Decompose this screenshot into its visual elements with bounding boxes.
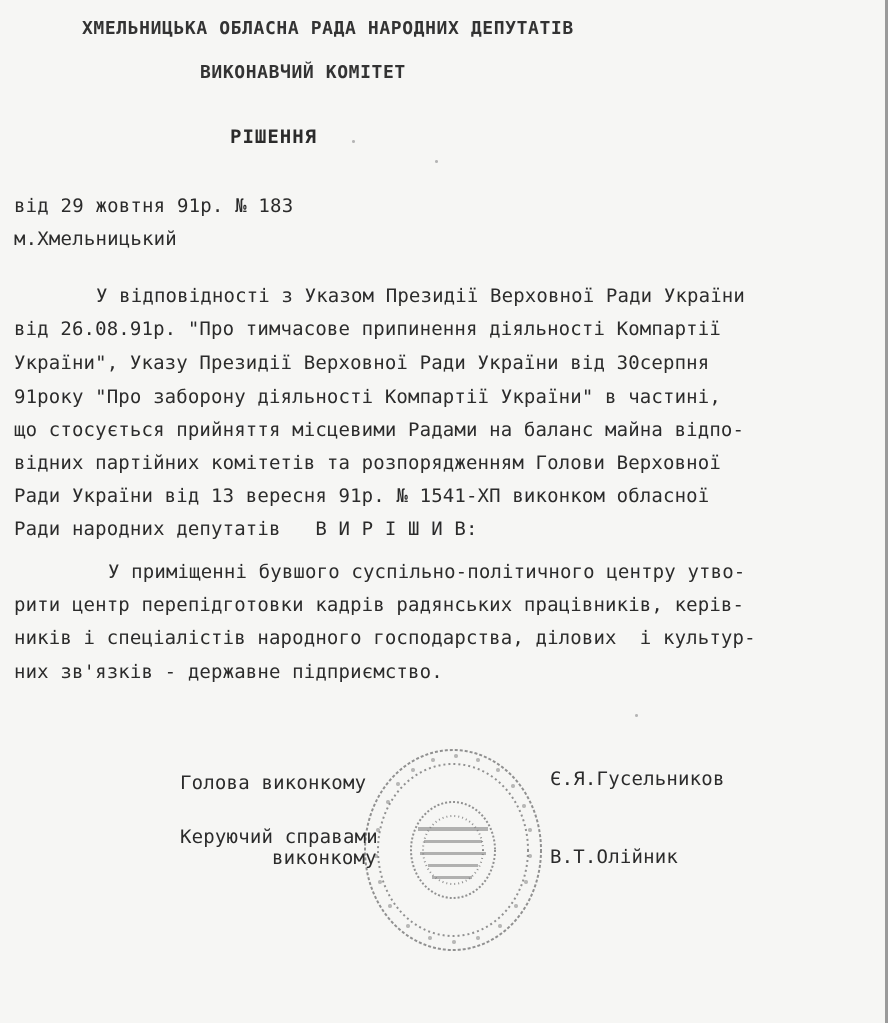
official-seal-stamp bbox=[358, 732, 558, 962]
paragraph1-line: 91року "Про заборону діяльності Компартії України" в частині, bbox=[14, 386, 721, 408]
paragraph1-line: від 26.08.91р. "Про тимчасове припинення діяльності Компартії bbox=[14, 318, 721, 340]
paragraph2-line: рити центр перепідготовки кадрів радянських працівників, керів- bbox=[14, 594, 745, 616]
manager-name: В.Т.Олійник bbox=[550, 846, 679, 868]
council-heading: ХМЕЛЬНИЦЬКА ОБЛАСНА РАДА НАРОДНИХ ДЕПУТАТІВ bbox=[82, 18, 574, 39]
chair-name: Є.Я.Гусельников bbox=[550, 768, 725, 790]
paragraph1-line: України", Указу Президії Верховної Ради України від 30серпня bbox=[14, 352, 710, 374]
paragraph2-line: У приміщенні бувшого суспільно-політичного центру утво- bbox=[108, 561, 746, 583]
paragraph2-line: ників і спеціалістів народного господарства, ділових і культур- bbox=[14, 627, 756, 649]
scan-speck bbox=[635, 714, 638, 717]
scan-speck bbox=[435, 160, 438, 163]
paragraph1-line: Ради України від 13 вересня 91р. № 1541-ХП виконком обласної bbox=[14, 485, 710, 507]
paragraph2-line: них зв'язків - державне підприємство. bbox=[14, 661, 443, 683]
paragraph1-line: У відповідності з Указом Президії Верховної Ради України bbox=[96, 285, 745, 307]
committee-heading: ВИКОНАВЧИЙ КОМІТЕТ bbox=[200, 62, 406, 83]
scan-speck bbox=[352, 140, 355, 143]
city-line: м.Хмельницький bbox=[14, 228, 177, 250]
manager-title-continued: виконкому bbox=[272, 847, 377, 869]
manager-title: Керуючий справами bbox=[180, 826, 378, 848]
date-and-number: від 29 жовтня 91р. № 183 bbox=[14, 195, 294, 217]
paragraph1-line: що стосується прийняття місцевими Радами на баланс майна відпо- bbox=[14, 419, 745, 441]
document-title: РІШЕННЯ bbox=[230, 126, 318, 148]
chair-title: Голова виконкому bbox=[180, 772, 367, 794]
paragraph1-line: відних партійних комітетів та розпорядженням Голови Верховної bbox=[14, 452, 721, 474]
paragraph1-line: Ради народних депутатів В И Р І Ш И В: bbox=[14, 518, 478, 540]
